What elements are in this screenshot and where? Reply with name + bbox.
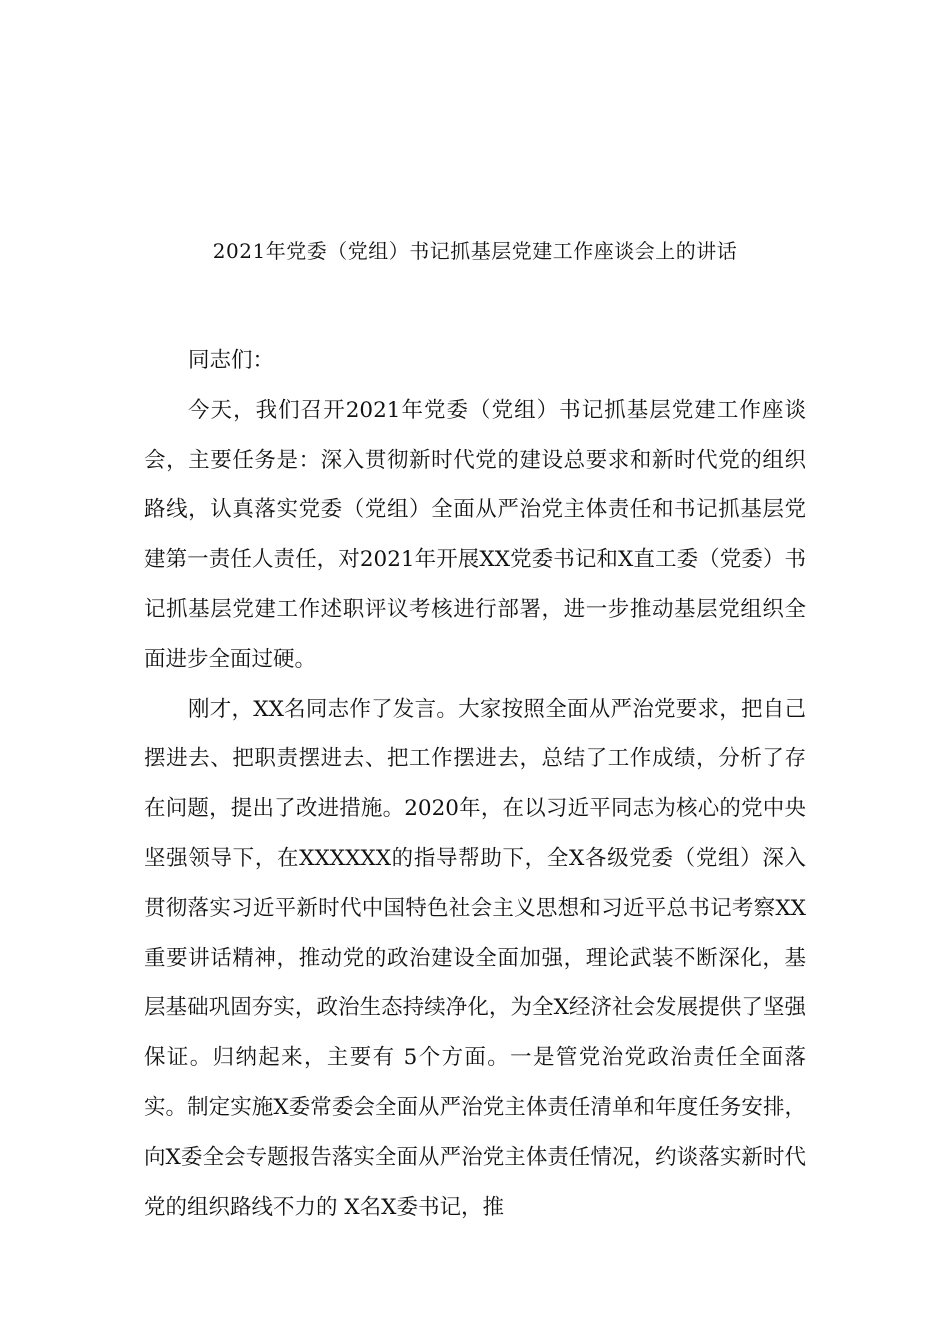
- salutation: 同志们：: [188, 348, 275, 373]
- document-title: 2021年党委（党组）书记抓基层党建工作座谈会上的讲话: [212, 239, 738, 263]
- paragraph-1: 今天，我们召开2021年党委（党组）书记抓基层党建工作座谈会，主要任务是：深入贯彻新时代党的建设总要求和新时代党的组织路线，认真落实党委（党组）全面从严治党主体责任和书记抓基层党建第一责任人责任，对2021年开展XX党委书记和X直工委（党委）书记抓基层党建工作述职评议考核进行部署，进一步推动基层党组织全面进步全面过硬。: [144, 397, 806, 672]
- document-body: [144, 336, 806, 1232]
- paragraph-2: 刚才，XX名同志作了发言。大家按照全面从严治党要求，把自己摆进去、把职责摆进去、把工作摆进去，总结了工作成绩，分析了存在问题，提出了改进措施。2020年，在以习近平同志为核心的党中央坚强领导下，在XXXXXX的指导帮助下，全X各级党委（党组）深入贯彻落实习近平新时代中国特色社会主义思想和习近平总书记考察XX重要讲话精神，推动党的政治建设全面加强，理论武装不断深化，基层基础巩固夯实，政治生态持续净化，为全X经济社会发展提供了坚强保证。归纳起来，主要有 5个方面。一是管党治党政治责任全面落实。制定实施X委常委会全面从严治党主体责任清单和年度任务安排，向X委全会专题报告落实全面从严治党主体责任情况，约谈落实新时代党的组织路线不力的 X名X委书记，推: [144, 696, 806, 1220]
